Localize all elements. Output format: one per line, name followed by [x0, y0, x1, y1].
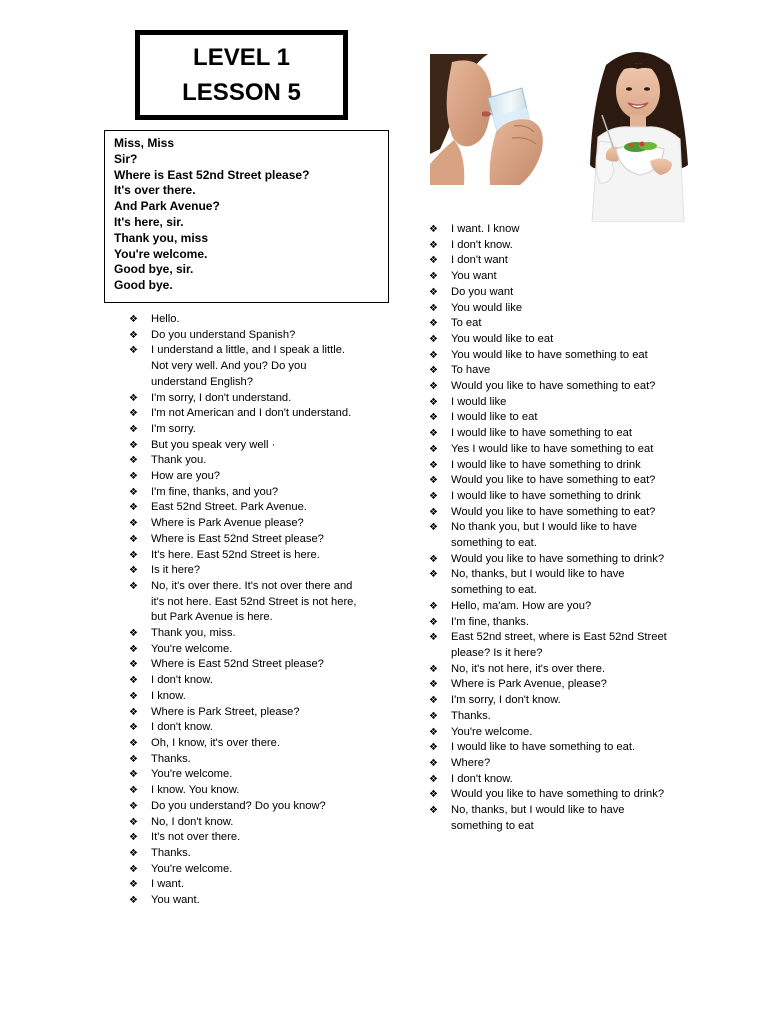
diamond-bullet-icon: ❖ [429, 459, 438, 471]
list-item-text: Would you like to have something to eat? [451, 474, 656, 487]
list-item-text: I would like to have something to eat. [451, 741, 636, 754]
diamond-bullet-icon: ❖ [129, 423, 138, 435]
list-item [429, 332, 669, 348]
list-item-text: I would like to have something to eat [451, 427, 632, 440]
diamond-bullet-icon: ❖ [129, 847, 138, 859]
diamond-bullet-icon: ❖ [429, 318, 438, 330]
diamond-bullet-icon: ❖ [429, 600, 438, 612]
list-item-text: No, thanks, but I would like to have something to eat. [451, 568, 625, 597]
diamond-bullet-icon: ❖ [429, 616, 438, 628]
list-item-text: Where is Park Street, please? [151, 705, 300, 718]
list-item-text: You're welcome. [151, 642, 233, 655]
list-item [129, 438, 359, 454]
list-item-text: I understand a little, and I speak a little. Not very well. And you? Do you understand English? [151, 344, 346, 388]
list-item-text: You want [451, 270, 497, 283]
list-item [429, 505, 669, 521]
drinking-photo-image [430, 54, 550, 185]
diamond-bullet-icon: ❖ [129, 800, 138, 812]
diamond-bullet-icon: ❖ [129, 863, 138, 875]
list-item-text: No, thanks, but I would like to have something to eat [451, 804, 625, 832]
list-item-text: I know. You know. [151, 784, 240, 797]
list-item [129, 877, 359, 893]
list-item-text: I would like to eat [451, 411, 538, 424]
list-item-text: I don't know. [151, 721, 213, 734]
diamond-bullet-icon: ❖ [129, 832, 138, 844]
list-item-text: I don't know. [451, 772, 513, 785]
diamond-bullet-icon: ❖ [429, 475, 438, 487]
list-item-text: I don't know. [451, 238, 513, 251]
diamond-bullet-icon: ❖ [429, 710, 438, 722]
list-item-text: Would you like to have something to drink? [451, 788, 665, 801]
list-item-text: I don't want [451, 254, 508, 267]
list-item [429, 442, 669, 458]
dialog-line: Sir? [114, 151, 138, 166]
list-item-text: Thanks. [451, 709, 491, 722]
list-item [129, 343, 359, 390]
list-item-text: Would you like to have something to eat? [451, 505, 656, 518]
list-item [429, 520, 669, 551]
list-item [129, 516, 359, 532]
diamond-bullet-icon: ❖ [129, 408, 138, 420]
diamond-bullet-icon: ❖ [129, 455, 138, 467]
diamond-bullet-icon: ❖ [129, 675, 138, 687]
lesson-title: LESSON 5 [182, 79, 301, 106]
diamond-bullet-icon: ❖ [129, 502, 138, 514]
list-item-text: Where? [451, 756, 491, 769]
diamond-bullet-icon: ❖ [429, 773, 438, 785]
diamond-bullet-icon: ❖ [429, 443, 438, 455]
list-item-text: You're welcome. [151, 768, 233, 781]
list-item-text: How are you? [151, 470, 221, 483]
list-item [429, 489, 669, 505]
list-item [129, 893, 359, 909]
list-item-text: Thanks. [151, 752, 191, 765]
list-item [429, 253, 669, 269]
diamond-bullet-icon: ❖ [429, 349, 438, 361]
diamond-bullet-icon: ❖ [429, 271, 438, 283]
diamond-bullet-icon: ❖ [129, 471, 138, 483]
list-item [429, 552, 669, 568]
list-item [429, 458, 669, 474]
list-item-text: I would like to have something to drink [451, 458, 641, 471]
diamond-bullet-icon: ❖ [429, 412, 438, 424]
list-item [429, 709, 669, 725]
list-item [429, 395, 669, 411]
diamond-bullet-icon: ❖ [429, 286, 438, 298]
diamond-bullet-icon: ❖ [129, 486, 138, 498]
diamond-bullet-icon: ❖ [129, 565, 138, 577]
list-item [429, 348, 669, 364]
diamond-bullet-icon: ❖ [129, 737, 138, 749]
list-item-text: Thank you, miss. [151, 627, 236, 640]
diamond-bullet-icon: ❖ [429, 302, 438, 314]
list-item [429, 473, 669, 489]
list-item-text: Do you want [451, 285, 514, 298]
list-item [129, 642, 359, 658]
list-item [429, 787, 669, 803]
diamond-bullet-icon: ❖ [429, 695, 438, 707]
list-item [129, 485, 359, 501]
list-item [129, 312, 359, 328]
list-item [429, 285, 669, 301]
diamond-bullet-icon: ❖ [129, 722, 138, 734]
list-item [129, 422, 359, 438]
list-item [429, 301, 669, 317]
list-item-text: But you speak very well · [151, 438, 276, 451]
diamond-bullet-icon: ❖ [129, 518, 138, 530]
list-item [429, 725, 669, 741]
dialog-line: Good bye. [114, 278, 173, 293]
diamond-bullet-icon: ❖ [429, 506, 438, 518]
list-item-text: Hello. [151, 313, 180, 325]
diamond-bullet-icon: ❖ [129, 392, 138, 404]
list-item [429, 269, 669, 285]
list-item [429, 677, 669, 693]
dialog-line: Miss, Miss [114, 136, 175, 150]
diamond-bullet-icon: ❖ [429, 553, 438, 565]
list-item-text: Hello, ma'am. How are you? [451, 599, 592, 612]
list-item-text: I would like to have something to drink [451, 489, 641, 502]
dialog-line: You're welcome. [114, 246, 208, 261]
salad-photo-image [584, 45, 692, 222]
list-item-text: No, I don't know. [151, 815, 234, 828]
list-item [429, 316, 669, 332]
dialog-line: Good bye, sir. [114, 262, 194, 277]
list-item [129, 579, 359, 626]
list-item-text: I'm sorry. [151, 422, 196, 435]
list-item [429, 599, 669, 615]
list-item [129, 328, 359, 344]
diamond-bullet-icon: ❖ [129, 753, 138, 765]
diamond-bullet-icon: ❖ [129, 345, 138, 357]
diamond-bullet-icon: ❖ [429, 381, 438, 393]
list-item-text: No, it's not here, it's over there. [451, 662, 606, 675]
list-item [129, 767, 359, 783]
list-item-text: You would like to eat [451, 332, 554, 345]
diamond-bullet-icon: ❖ [129, 769, 138, 781]
list-item-text: I know. [151, 689, 186, 702]
list-item-text: East 52nd street, where is East 52nd Street please? Is it here? [451, 631, 667, 659]
list-item [129, 689, 359, 705]
diamond-bullet-icon: ❖ [429, 490, 438, 502]
diamond-bullet-icon: ❖ [129, 785, 138, 797]
list-item [429, 410, 669, 426]
list-item [129, 673, 359, 689]
list-item [429, 363, 669, 379]
list-item [129, 406, 359, 422]
dialog-line: Where is East 52nd Street please? [114, 167, 310, 182]
diamond-bullet-icon: ❖ [129, 580, 138, 592]
diamond-bullet-icon: ❖ [129, 659, 138, 671]
list-item-text: Where is Park Avenue, please? [451, 678, 607, 691]
list-item [429, 662, 669, 678]
list-item [429, 756, 669, 772]
list-item [129, 752, 359, 768]
list-item-text: You would like to have something to eat [451, 348, 648, 361]
list-item [129, 563, 359, 579]
diamond-bullet-icon: ❖ [429, 789, 438, 801]
list-item-text: Do you understand? Do you know? [151, 799, 326, 812]
diamond-bullet-icon: ❖ [429, 365, 438, 377]
list-item-text: To eat [451, 317, 482, 330]
diamond-bullet-icon: ❖ [429, 569, 438, 581]
diamond-bullet-icon: ❖ [429, 632, 438, 644]
diamond-bullet-icon: ❖ [129, 533, 138, 545]
list-item [429, 772, 669, 788]
list-item-text: I'm fine, thanks, and you? [151, 485, 279, 498]
list-item-text: I want. I know [451, 223, 520, 235]
list-item-text: It's here. East 52nd Street is here. [151, 548, 320, 561]
diamond-bullet-icon: ❖ [429, 239, 438, 251]
list-item-text: I would like [451, 395, 507, 408]
list-item-text: Where is Park Avenue please? [151, 517, 304, 530]
list-item [429, 238, 669, 254]
dialog-line: It's over there. [114, 183, 196, 198]
list-item-text: I don't know. [151, 674, 213, 687]
list-item-text: Is it here? [151, 564, 201, 577]
diamond-bullet-icon: ❖ [129, 439, 138, 451]
list-item [129, 500, 359, 516]
list-item-text: You want. [151, 894, 200, 907]
list-item-text: East 52nd Street. Park Avenue. [151, 501, 307, 514]
list-item [129, 720, 359, 736]
diamond-bullet-icon: ❖ [429, 679, 438, 691]
diamond-bullet-icon: ❖ [429, 224, 438, 235]
diamond-bullet-icon: ❖ [129, 706, 138, 718]
list-item [129, 736, 359, 752]
list-item-text: Yes I would like to have something to eat [451, 442, 654, 455]
right-phrase-list [429, 222, 669, 834]
list-item-text: To have [451, 364, 491, 377]
diamond-bullet-icon: ❖ [129, 690, 138, 702]
list-item [129, 391, 359, 407]
diamond-bullet-icon: ❖ [429, 428, 438, 440]
list-item-text: No thank you, but I would like to have something to eat. [451, 521, 637, 550]
diamond-bullet-icon: ❖ [129, 879, 138, 891]
list-item-text: It's not over there. [151, 831, 241, 844]
list-item [129, 783, 359, 799]
list-item-text: Where is East 52nd Street please? [151, 658, 324, 671]
diamond-bullet-icon: ❖ [429, 742, 438, 754]
woman-eating-salad-photo [584, 45, 692, 222]
list-item-text: Would you like to have something to eat? [451, 380, 656, 393]
list-item [429, 222, 669, 238]
dialog-box [104, 130, 389, 303]
diamond-bullet-icon: ❖ [429, 663, 438, 675]
list-item-text: I'm sorry, I don't understand. [151, 391, 292, 404]
diamond-bullet-icon: ❖ [429, 255, 438, 267]
list-item-text: Would you like to have something to drink? [451, 552, 665, 565]
list-item [429, 630, 669, 661]
diamond-bullet-icon: ❖ [129, 816, 138, 828]
list-item-text: You're welcome. [451, 725, 533, 738]
list-item [129, 799, 359, 815]
diamond-bullet-icon: ❖ [129, 549, 138, 561]
list-item [129, 626, 359, 642]
diamond-bullet-icon: ❖ [129, 314, 138, 325]
list-item-text: You're welcome. [151, 862, 233, 875]
list-item [129, 830, 359, 846]
list-item-text: I want. [151, 878, 184, 891]
dialog-line: Thank you, miss [114, 230, 209, 245]
list-item [129, 532, 359, 548]
woman-drinking-water-photo [430, 54, 550, 185]
list-item [129, 862, 359, 878]
diamond-bullet-icon: ❖ [429, 522, 438, 534]
list-item-text: Thanks. [151, 846, 191, 859]
list-item-text: Where is East 52nd Street please? [151, 532, 324, 545]
list-item [129, 815, 359, 831]
dialog-line: And Park Avenue? [114, 199, 220, 214]
list-item [129, 705, 359, 721]
diamond-bullet-icon: ❖ [429, 726, 438, 738]
left-phrase-list [129, 312, 359, 909]
list-item-text: I'm fine, thanks. [451, 615, 529, 628]
dialog-line: It's here, sir. [114, 214, 184, 229]
list-item [129, 657, 359, 673]
list-item-text: No, it's over there. It's not over there and it's not here. East 52nd Street is not here, but Park Avenue is here. [151, 579, 357, 624]
level-title: LEVEL 1 [193, 44, 290, 71]
list-item-text: I'm not American and I don't understand. [151, 407, 352, 420]
list-item-text: Oh, I know, it's over there. [151, 736, 280, 749]
list-item [429, 693, 669, 709]
list-item [429, 740, 669, 756]
list-item [429, 567, 669, 598]
list-item [429, 615, 669, 631]
list-item-text: Do you understand Spanish? [151, 328, 296, 341]
list-item [129, 846, 359, 862]
list-item-text: Thank you. [151, 454, 207, 467]
list-item [129, 548, 359, 564]
list-item [429, 426, 669, 442]
diamond-bullet-icon: ❖ [129, 628, 138, 640]
diamond-bullet-icon: ❖ [129, 643, 138, 655]
list-item-text: You would like [451, 301, 523, 314]
diamond-bullet-icon: ❖ [429, 757, 438, 769]
diamond-bullet-icon: ❖ [429, 805, 438, 817]
list-item-text: I'm sorry, I don't know. [451, 694, 561, 707]
list-item [429, 379, 669, 395]
list-item [429, 803, 669, 834]
diamond-bullet-icon: ❖ [429, 396, 438, 408]
lesson-title-box [135, 30, 348, 120]
diamond-bullet-icon: ❖ [129, 329, 138, 341]
diamond-bullet-icon: ❖ [129, 895, 138, 907]
list-item [129, 453, 359, 469]
diamond-bullet-icon: ❖ [429, 333, 438, 345]
list-item [129, 469, 359, 485]
